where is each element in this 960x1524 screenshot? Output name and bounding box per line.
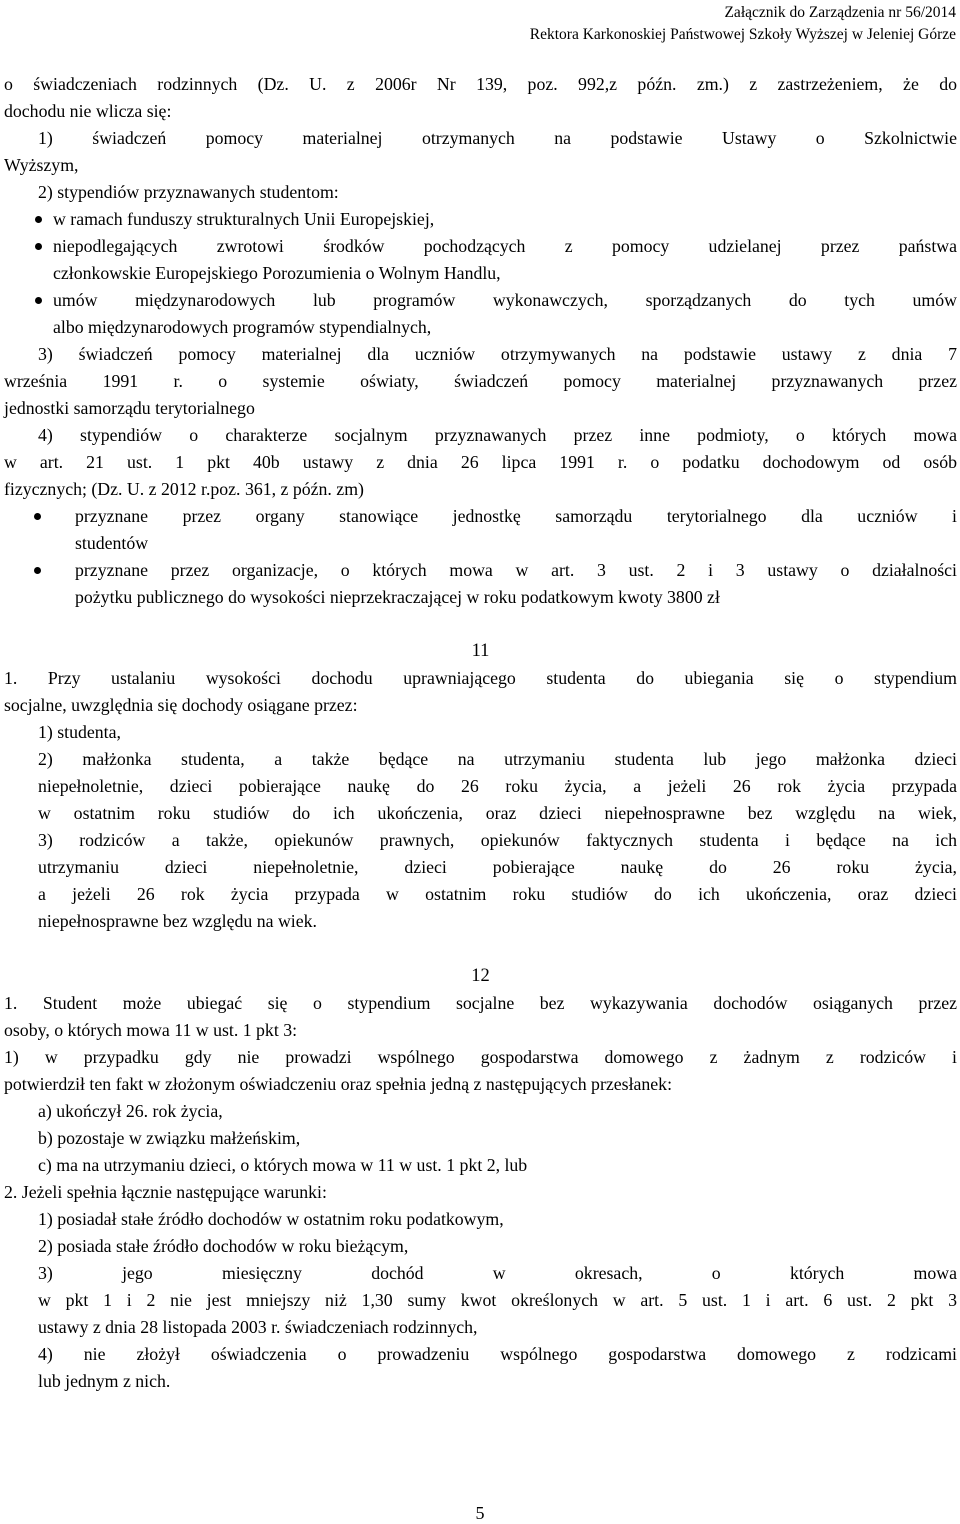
bullet-item-continuation: pożytku publicznego do wysokości nieprzekraczającej w roku podatkowym kwoty 3800 zł	[75, 587, 720, 607]
list-item-continuation: a jeżeli 26 rok życia przypada w ostatnim roku studiów do ich ukończenia, oraz dzieci	[38, 884, 957, 904]
paragraph-line: dochodu nie wlicza się:	[4, 101, 172, 121]
paragraph-line: fizycznych; (Dz. U. z 2012 r.poz. 361, z późn. zm)	[4, 479, 364, 499]
header-line-1: Załącznik do Zarządzenia nr 56/2014	[724, 4, 956, 21]
paragraph-line: 1. Przy ustalaniu wysokości dochodu uprawniającego studenta do ubiegania się o stypendium	[4, 668, 957, 688]
paragraph-line: września 1991 r. o systemie oświaty, świadczeń pomocy materialnej przyznawanych przez	[4, 371, 957, 391]
bullet-item: niepodlegających zwrotowi środków pochodzących z pomocy udzielanej przez państwa	[4, 233, 957, 260]
list-item: 1) studenta,	[38, 722, 121, 742]
list-item: c) ma na utrzymaniu dzieci, o których mowa w 11 w ust. 1 pkt 2, lub	[38, 1155, 528, 1175]
list-item-continuation: utrzymaniu dzieci niepełnoletnie, dzieci pobierające naukę do 26 roku życia,	[38, 857, 957, 877]
bullet-item: w ramach funduszy strukturalnych Unii Europejskiej,	[4, 206, 957, 233]
list-item: 4) stypendiów o charakterze socjalnym przyznawanych przez inne podmioty, o których mowa	[38, 425, 957, 445]
bullet-item: przyznane przez organy stanowiące jednostkę samorządu terytorialnego dla uczniów i	[4, 503, 957, 530]
bullet-item-continuation: studentów	[75, 533, 149, 553]
list-item: b) pozostaje w związku małżeńskim,	[38, 1128, 301, 1148]
paragraph-line: 1) w przypadku gdy nie prowadzi wspólnego gospodarstwa domowego z żadnym z rodziców i	[4, 1047, 957, 1067]
paragraph-line: osoby, o których mowa 11 w ust. 1 pkt 3:	[4, 1020, 298, 1040]
list-item: a) ukończył 26. rok życia,	[38, 1101, 223, 1121]
document-header	[530, 2, 956, 46]
list-item: 3) rodziców a także, opiekunów prawnych, opiekunów faktycznych studenta i będące na ich	[38, 830, 957, 850]
section-heading-11: 11	[471, 641, 490, 661]
paragraph-line: potwierdził ten fakt w złożonym oświadczeniu oraz spełnia jedną z następujących przesłanek:	[4, 1074, 673, 1094]
list-item: 3) świadczeń pomocy materialnej dla uczniów otrzymywanych na podstawie ustawy z dnia 7	[38, 344, 957, 364]
list-item-continuation: niepełnosprawne bez względu na wiek.	[38, 911, 317, 931]
paragraph-line: socjalne, uwzględnia się dochody osiągane przez:	[4, 695, 358, 715]
paragraph-line: 1. Student może ubiegać się o stypendium socjalne bez wykazywania dochodów osiąganych przez	[4, 993, 957, 1013]
list-item-continuation: lub jednym z nich.	[38, 1371, 171, 1391]
list-item-continuation: w pkt 1 i 2 nie jest mniejszy niż 1,30 sumy kwot określonych w art. 5 ust. 1 i art. 6 ust. 2 pkt 3	[38, 1290, 957, 1310]
paragraph-line: Wyższym,	[4, 155, 79, 175]
paragraph-line: o świadczeniach rodzinnych (Dz. U. z 2006r Nr 139, poz. 992,z późn. zm.) z zastrzeżeniem, że do	[4, 74, 957, 94]
bullet-item: przyznane przez organizacje, o których mowa w art. 3 ust. 2 i 3 ustawy o działalności	[4, 557, 957, 584]
paragraph-line: jednostki samorządu terytorialnego	[4, 398, 255, 418]
list-item: 2) małżonka studenta, a także będące na utrzymaniu studenta lub jego małżonka dzieci	[38, 749, 957, 769]
list-item-continuation: niepełnoletnie, dzieci pobierające naukę do 26 roku życia, a jeżeli 26 rok życia przypada	[38, 776, 957, 796]
list-item: 3) jego miesięczny dochód w okresach, o których mowa	[38, 1263, 957, 1283]
bullet-item-continuation: albo międzynarodowych programów stypendialnych,	[53, 317, 432, 337]
paragraph-line: 2. Jeżeli spełnia łącznie następujące warunki:	[4, 1182, 327, 1202]
document-body	[4, 71, 957, 1395]
list-item: 4) nie złożył oświadczenia o prowadzeniu wspólnego gospodarstwa domowego z rodzicami	[38, 1344, 957, 1364]
list-item: 1) świadczeń pomocy materialnej otrzymanych na podstawie Ustawy o Szkolnictwie	[38, 128, 957, 148]
header-line-2: Rektora Karkonoskiej Państwowej Szkoły Wyższej w Jeleniej Górze	[529, 26, 956, 43]
list-item: 1) posiadał stałe źródło dochodów w ostatnim roku podatkowym,	[38, 1209, 504, 1229]
list-item-continuation: w ostatnim roku studiów do ich ukończenia, oraz dzieci niepełnosprawne bez względu na wiek,	[38, 803, 957, 823]
section-heading-12: 12	[471, 966, 490, 986]
list-item: 2) posiada stałe źródło dochodów w roku bieżącym,	[38, 1236, 409, 1256]
page-number: 5	[475, 1503, 485, 1523]
paragraph-line: w art. 21 ust. 1 pkt 40b ustawy z dnia 26 lipca 1991 r. o podatku dochodowym od osób	[4, 452, 957, 472]
bullet-item: umów międzynarodowych lub programów wykonawczych, sporządzanych do tych umów	[4, 287, 957, 314]
bullet-item-continuation: członkowskie Europejskiego Porozumienia o Wolnym Handlu,	[53, 263, 501, 283]
list-item: 2) stypendiów przyznawanych studentom:	[38, 182, 339, 202]
list-item-continuation: ustawy z dnia 28 listopada 2003 r. świadczeniach rodzinnych,	[38, 1317, 478, 1337]
